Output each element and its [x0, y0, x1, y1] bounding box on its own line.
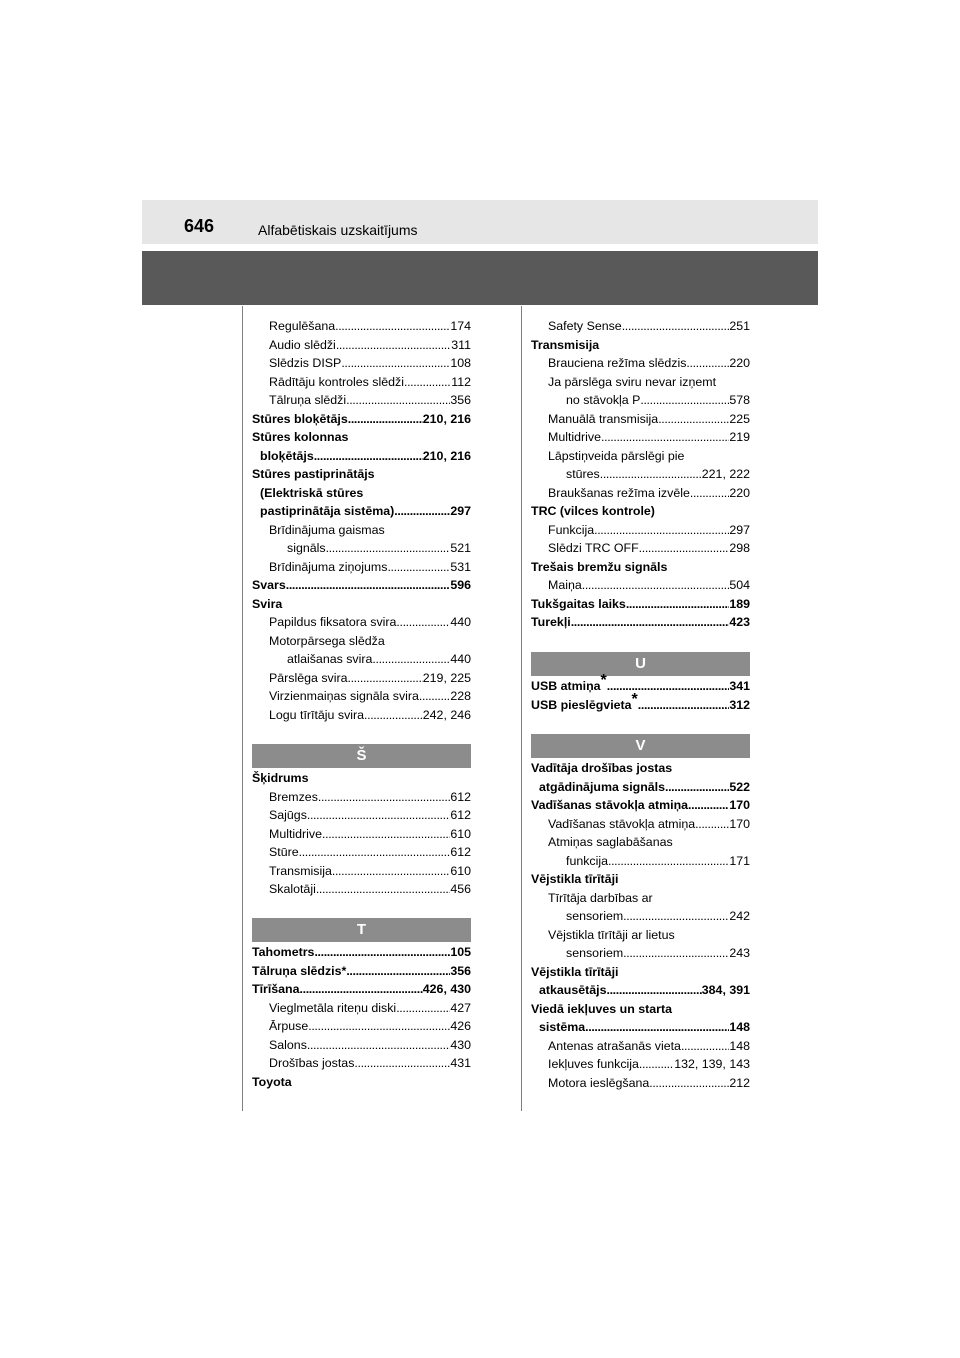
index-entry: pastiprinātāja sistēma) . . . 297	[252, 502, 471, 521]
index-entry: Tālruņa slēdži . . . 356	[252, 391, 471, 410]
index-entry: Tīrīšana . . . 426, 430	[252, 980, 471, 999]
index-entry: sensoriem . . . 242	[531, 907, 750, 926]
index-entry: Motora ieslēgšana . . . 212	[531, 1074, 750, 1093]
index-entry: Viedā iekļuves un starta	[531, 1001, 672, 1016]
index-entry: Tālruņa slēdzis* . . . 356	[252, 962, 471, 981]
index-entry: Transmisija . . . 610	[252, 862, 471, 881]
index-entry: Turekļi . . . 423	[531, 613, 750, 632]
right-column-block-1	[531, 317, 750, 632]
left-column-block-3	[252, 943, 471, 1091]
index-entry: Audio slēdži . . . 311	[252, 336, 471, 355]
index-entry: Tahometrs . . . 105	[252, 943, 471, 962]
index-entry: Rādītāju kontroles slēdži . . . 112	[252, 373, 471, 392]
index-entry: atgādinājuma signāls . . . 522	[531, 778, 750, 797]
index-entry: Braukšanas režīma izvēle . . . 220	[531, 484, 750, 503]
index-entry: Vieglmetāla riteņu diski . . . 427	[252, 999, 471, 1018]
index-entry: Safety Sense . . . 251	[531, 317, 750, 336]
index-entry: Atmiņas saglabāšanas	[548, 835, 673, 849]
index-entry: Stūres bloķētājs . . . 210, 216	[252, 410, 471, 429]
index-entry: Stūres kolonnas	[252, 430, 349, 444]
index-entry: (Elektriskā stūres	[260, 485, 364, 500]
index-entry: Regulēšana . . . 174	[252, 317, 471, 336]
index-entry: TRC (vilces kontrole)	[531, 504, 655, 518]
index-entry: Vadītāja drošības jostas	[531, 761, 673, 775]
index-entry: Manuālā transmisija . . . 225	[531, 410, 750, 429]
index-entry: Tīrītāja darbības ar	[548, 890, 653, 905]
index-entry: Pārslēga svira . . . 219, 225	[252, 669, 471, 688]
index-entry: Skalotāji . . . 456	[252, 880, 471, 899]
index-entry: Vējstikla tīrītāji ar lietus	[548, 927, 675, 942]
index-entry: Stūres pastiprinātājs	[252, 467, 375, 481]
index-entry: sistēma . . . 148	[531, 1018, 750, 1037]
index-entry: Svars . . . 596	[252, 576, 471, 595]
index-entry: signāls . . . 521	[252, 539, 471, 558]
index-entry: Ja pārslēga sviru nevar izņemt	[548, 374, 717, 389]
index-entry: Toyota	[252, 1074, 292, 1089]
index-entry: Motorpārsega slēdža	[269, 633, 385, 648]
index-entry: no stāvokļa P . . . 578	[531, 391, 750, 410]
page-header	[142, 200, 818, 244]
index-entry: Vadīšanas stāvokļa atmiņa . . . 170	[531, 815, 750, 834]
index-entry: Maiņa . . . 504	[531, 576, 750, 595]
index-entry: Tukšgaitas laiks . . . 189	[531, 595, 750, 614]
index-entry: stūres . . . 221, 222	[531, 465, 750, 484]
index-entry: USB atmiņa* . . . 341	[531, 677, 750, 696]
index-entry: Trešais bremžu signāls	[531, 559, 668, 574]
index-entry: Bremzes . . . 612	[252, 788, 471, 807]
left-column-block-1	[252, 317, 471, 724]
index-entry: atkausētājs . . . 384, 391	[531, 981, 750, 1000]
section-header-v: V	[531, 734, 750, 758]
page-number: 646	[184, 216, 215, 236]
index-entry: Ārpuse . . . 426	[252, 1017, 471, 1036]
section-header-u: U	[531, 652, 750, 676]
index-entry: Multidrive . . . 610	[252, 825, 471, 844]
index-entry: Drošības jostas . . . 431	[252, 1054, 471, 1073]
section-header-s-caron: Š	[252, 744, 471, 768]
index-entry: Lāpstiņveida pārslēgi pie	[548, 448, 685, 463]
index-entry: Logu tīrītāju svira . . . 242, 246	[252, 706, 471, 725]
index-entry: Vadīšanas stāvokļa atmiņa . . . 170	[531, 796, 750, 815]
index-entry: funkcija . . . 171	[531, 852, 750, 871]
index-entry: Šķidrums	[252, 771, 309, 785]
index-entry: Brīdinājuma ziņojums . . . 531	[252, 558, 471, 577]
column-divider-right	[521, 306, 522, 1111]
index-entry: Brauciena režīma slēdzis . . . 220	[531, 354, 750, 373]
header-band	[142, 251, 818, 305]
column-divider-left	[242, 306, 243, 1111]
index-entry: Stūre . . . 612	[252, 843, 471, 862]
section-header-t: T	[252, 918, 471, 942]
index-entry: Multidrive . . . 219	[531, 428, 750, 447]
right-column-block-2	[531, 672, 750, 714]
left-column-block-2	[252, 769, 471, 899]
index-entry: Iekļuves funkcija . . . 132, 139, 143	[531, 1055, 750, 1074]
index-entry: USB pieslēgvieta* . . . 312	[531, 696, 750, 715]
index-entry: Vējstikla tīrītāji	[531, 964, 619, 979]
index-entry: sensoriem . . . 243	[531, 944, 750, 963]
index-entry: Vējstikla tīrītāji	[531, 872, 619, 886]
index-entry: Sajūgs . . . 612	[252, 806, 471, 825]
index-entry: Slēdzis DISP . . . 108	[252, 354, 471, 373]
page-title: Alfabētiskais uzskaitījums	[258, 222, 418, 238]
index-entry: Funkcija . . . 297	[531, 521, 750, 540]
right-column-block-3	[531, 759, 750, 1092]
index-entry: Transmisija	[531, 337, 600, 352]
index-entry: Virzienmaiņas signāla svira . . . 228	[252, 687, 471, 706]
index-entry: Antenas atrašanās vieta . . . 148	[531, 1037, 750, 1056]
index-entry: Svira	[252, 596, 283, 611]
index-entry: bloķētājs . . . 210, 216	[252, 447, 471, 466]
index-entry: atlaišanas svira . . . 440	[252, 650, 471, 669]
index-entry: Slēdzi TRC OFF . . . 298	[531, 539, 750, 558]
index-entry: Papildus fiksatora svira . . . 440	[252, 613, 471, 632]
index-entry: Salons . . . 430	[252, 1036, 471, 1055]
index-entry: Brīdinājuma gaismas	[269, 522, 385, 537]
